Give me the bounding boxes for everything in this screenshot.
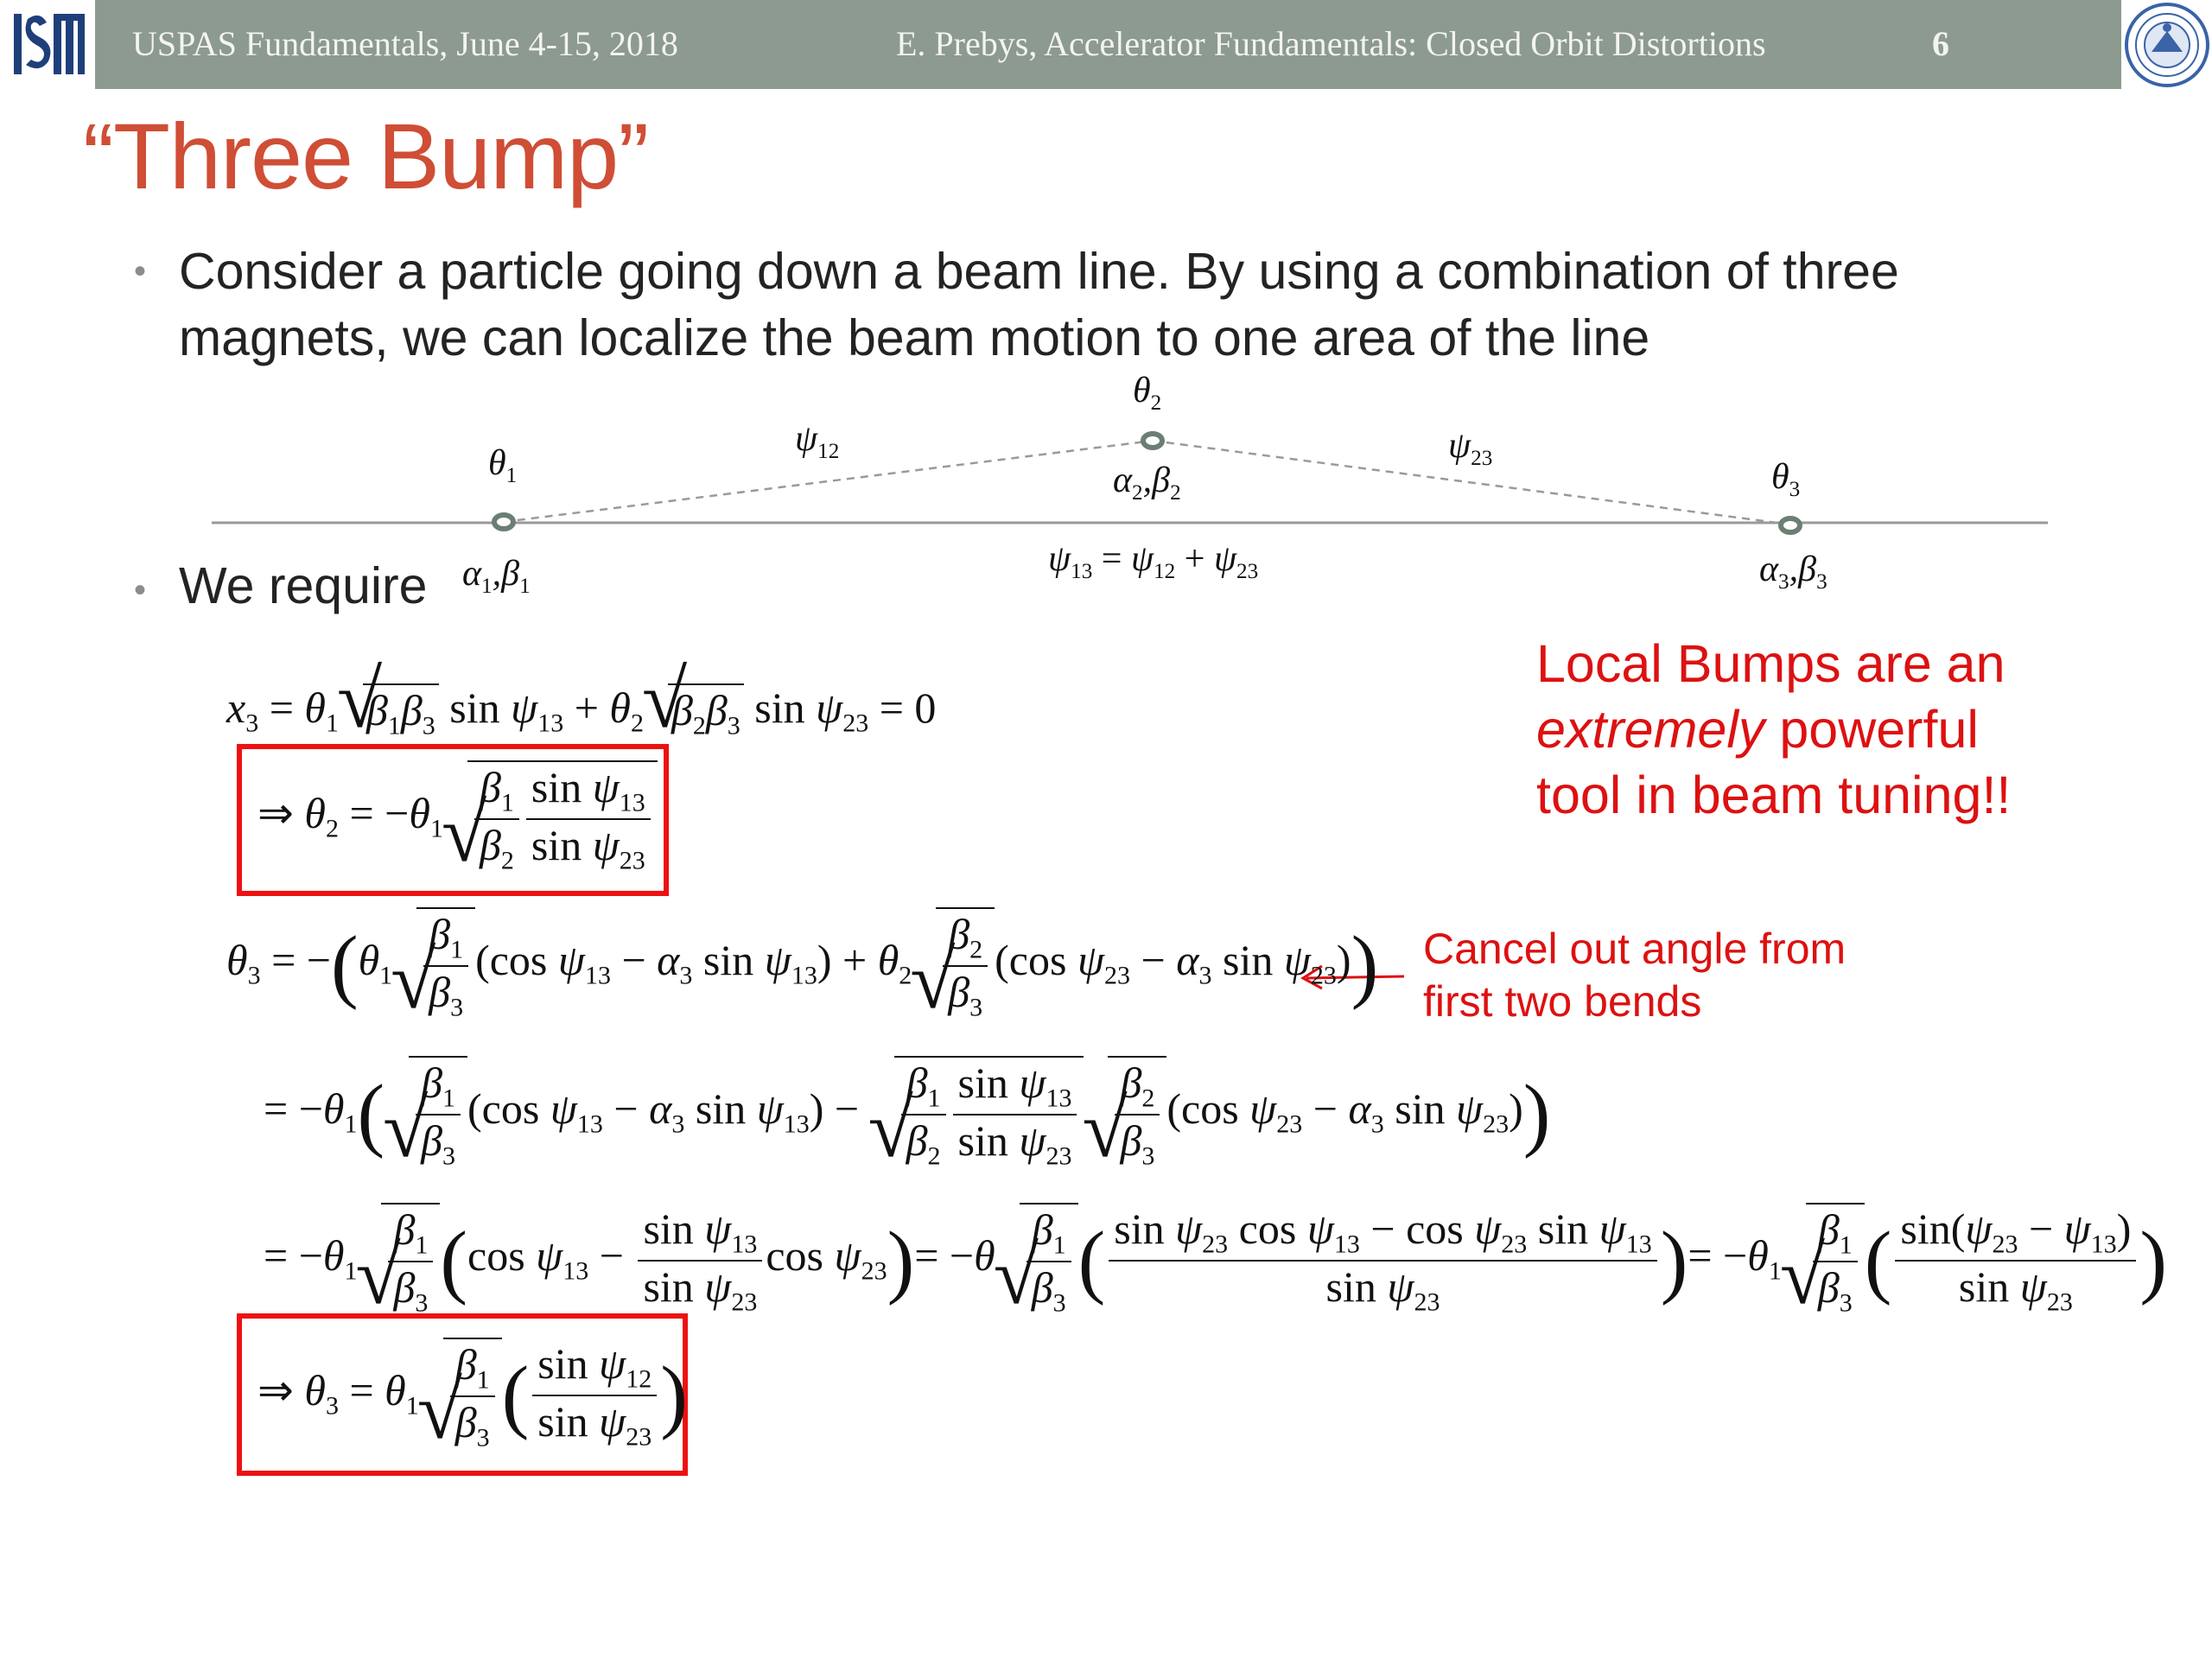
theta1-label: $\theta_1$ xyxy=(488,443,518,487)
callout-line-3: tool in beam tuning!! xyxy=(1536,766,2012,824)
equation-theta3-result: ⇒ $\theta_3 = \theta_1$ √ $\frac{\beta_1}{\beta_3}$ ( $\frac{\sin \psi_{12}}{\sin \psi_{23}}$ ) xyxy=(257,1338,688,1452)
bullet-marker: • xyxy=(134,571,147,609)
alpha1-beta1-label: $\alpha_1,\beta_1$ xyxy=(462,554,531,598)
psi23-label: $\psi_{23}$ xyxy=(1448,426,1493,470)
callout-emphasis: extremely xyxy=(1536,700,1765,759)
bullet-marker: • xyxy=(134,252,147,290)
callout-line-1: Local Bumps are an xyxy=(1536,634,2005,693)
page-number: 6 xyxy=(1932,24,1949,63)
equation-theta3-definition: $\theta_3 = -(\theta_1$ √ $\frac{\beta_1}{\beta_3}$ (cos $\psi_{13} - \alpha_3$ $\sin \psi_{13}) + \theta_2$ √ $\frac{\beta_2}{\beta_3}$ (cos $\psi_{23} - \alpha_3$ $\sin \psi_{23}$)) xyxy=(226,907,1378,1022)
bullet-1-line-2: magnets, we can localize the beam motion to one area of the line xyxy=(179,309,1650,366)
equation-theta2-result: ⇒ $\theta_2 = -\theta_1$ √ $\frac{\beta_1}{\beta_2}$ $\frac{\sin \psi_{13}}{\sin \psi_{23}}$ xyxy=(257,760,658,875)
magnet-1-marker xyxy=(494,515,513,529)
alpha2-beta2-label: $\alpha_2,\beta_2$ xyxy=(1113,461,1181,505)
equation-theta3-simplified: = $-\theta_1$ √ $\frac{\beta_1}{\beta_3}$ (cos $\psi_{13}$ − $\frac{\sin \psi_{13}}{\sin \psi_{23}}$ $\cos \psi_{23})= -\theta$ √ $\frac{\beta_1}{\beta_3}$ ( $\frac{\sin \psi_{23} \cos \psi_{13} - \cos \psi_{23} \sin \psi_{13}}{\sin \psi_{23}}$ )= $-\theta_1$ √ $\frac{\beta_1}{\beta_3}$ ( $\frac{\sin(\psi_{23} - \psi_{13})}{\sin \psi_{23}}$ ) xyxy=(264,1203,2167,1318)
callout-line-2: powerful xyxy=(1764,700,1979,759)
slide-title: “Three Bump” xyxy=(83,104,649,208)
theta3-label: $\theta_3$ xyxy=(1771,457,1801,501)
local-bumps-callout xyxy=(1536,631,2011,828)
psi12-label: $\psi_{12}$ xyxy=(795,419,840,463)
cancel-line-1: Cancel out angle from xyxy=(1423,925,1847,973)
alpha3-beta3-label: $\alpha_3,\beta_3$ xyxy=(1759,550,1827,594)
cancel-line-2: first two bends xyxy=(1423,977,1702,1026)
bullet-1-line-1: Consider a particle going down a beam line. By using a combination of three xyxy=(179,243,1899,300)
equation-position-condition: $x_3 = \theta_1√$ $\beta_1\beta_3$ $\sin \psi_{13} + \theta_2√$ $\beta_2\beta_3$ $\sin \psi_{23} = 0$ xyxy=(226,683,936,741)
cancel-angle-callout xyxy=(1423,923,1846,1028)
psi-relation: $\psi_{13} = \psi_{12} + \psi_{23}$ xyxy=(1048,539,1259,583)
equation-theta3-substituted: = $-\theta_1$( √ $\frac{\beta_1}{\beta_3}$ (cos $\psi_{13} - \alpha_3$ $\sin \psi_{13}$) − √ $\frac{\beta_1}{\beta_2}$ $\frac{\sin \psi_{13}}{\sin \psi_{23}}$ √ $\frac{\beta_2}{\beta_3}$ (cos $\psi_{23} - \alpha_3$ $\sin \psi_{23}$)) xyxy=(264,1056,1550,1171)
lecture-title: E. Prebys, Accelerator Fundamentals: Closed Orbit Distortions xyxy=(896,24,1766,63)
course-title: USPAS Fundamentals, June 4-15, 2018 xyxy=(132,24,678,63)
magnet-3-marker xyxy=(1781,518,1800,532)
magnet-2-marker xyxy=(1143,434,1162,448)
theta2-label: $\theta_2$ xyxy=(1133,371,1162,415)
bullet-text-2: We require xyxy=(179,557,428,614)
